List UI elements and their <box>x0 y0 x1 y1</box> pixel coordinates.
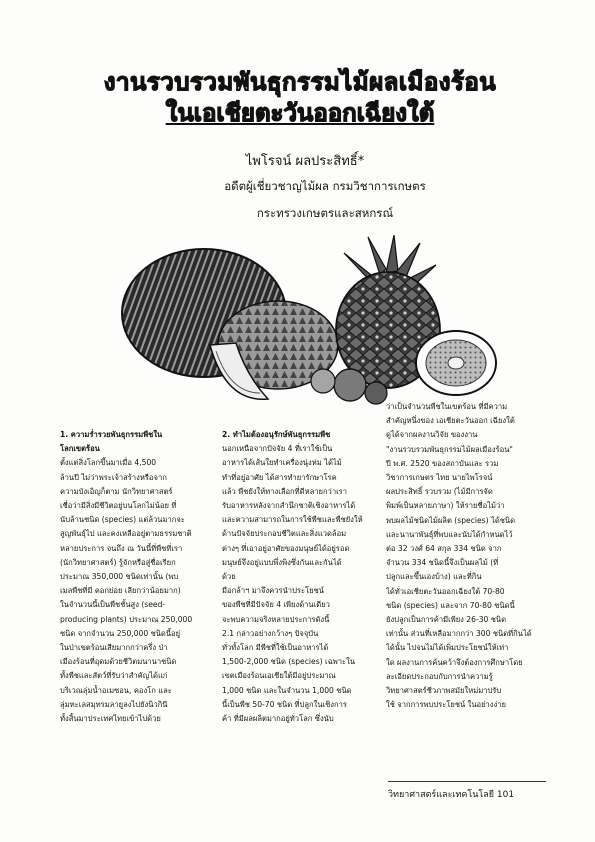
footer-divider <box>388 781 546 782</box>
text-column-2 <box>222 428 372 726</box>
text-line: producing plants) ประมาณ 250,000 <box>60 614 193 624</box>
text-line: แล้ว พืชยังให้ทางเลือกที่ดีหลายกว่าเรา <box>222 486 348 496</box>
text-line: ต่างๆ ที่เอาอยู่อาศัยของมนุษย์ได้อยู่รอด <box>222 543 350 553</box>
text-line: รับอาหารหลังจากสำนึกชาติเชิงอาหารได้ <box>222 501 356 511</box>
text-line: นับล้านชนิด (species) แต่ล้วนมากจะ <box>60 515 185 525</box>
text-line: 2.1 กล่าวอย่างกว้างๆ ปัจจุบัน <box>222 628 319 638</box>
text-line: ของพืชที่มีปัจจัย 4 เพียงด้านเดียว <box>222 600 330 610</box>
text-line: 1,500-2,000 ชนิด (species) เฉพาะใน <box>222 657 356 667</box>
text-line: (นักวิทยาศาสตร์) รู้จักหรือสู่ชื่อเรียก <box>60 557 176 567</box>
author-affiliation-line2: กระทรวงเกษตรและสหกรณ์ <box>256 206 394 220</box>
text-line: ดูได้จากผลงานวิจัย ของงาน <box>386 430 478 440</box>
text-line: ล้านปี ไม่ว่าพระเจ้าสร้างหรือจาก <box>60 472 167 482</box>
text-line: ยังปลูกเป็นการค้ามีเพียง 26-30 ชนิด <box>386 615 507 625</box>
text-line: จะพบความจริงหลายประการดังนี้ <box>222 614 330 624</box>
text-line: หลายประการ จนถึง ณ วันนี้ที่พืชที่เรา <box>60 543 183 553</box>
text-line: ชนิด (species) และจาก 70-80 ชนิดนี้ <box>386 600 515 610</box>
text-line: ผลประสิทธิ์ รวบรวม (ไม้มีการจัด <box>386 487 493 497</box>
text-line: เมลพืชที่มี ดอกย่อย เลียกว่าน้อยมาก) <box>60 586 181 596</box>
text-line: สูญพันธุ์ไป และคงเหลืออยู่ตามธรรมชาติ <box>60 529 192 539</box>
text-line: ได้นั้น ไปจนไม่ได้เพิ่มประโยชน์ให้เท่า <box>386 643 509 653</box>
text-line: วิชาการเกษตร ไทย นายไพโรจน์ <box>386 473 493 483</box>
text-line: ทั้งสิ้นมาประเทศไทยเข้าไปด้วย <box>60 714 161 724</box>
text-line: "งานรวบรวมพันธุกรรมไม้ผลเมืองร้อน" <box>386 444 513 454</box>
text-line: มือกล้าฯ มาจึงควรนำประโยชน์ <box>222 586 324 596</box>
article-title-line1: งานรวบรวมพันธุกรรมไม้ผลเมืองร้อน <box>103 67 497 96</box>
text-line: ด้วย <box>222 572 236 582</box>
text-line: ค้า ที่มีผลผลิตมากอยู่ทั่วโลก ซึ่งนับ <box>222 714 334 724</box>
text-line: ว่าเป็นจำนวนพืชในเขตร้อน ที่มีความ <box>386 402 508 411</box>
text-line: พบผลไม้ชนิดไม้ผลิต (species) ได้ชนิด <box>386 515 516 525</box>
text-line: ลุ่มทะเลสมุทรมลายูลงไปยังนิวกินี <box>60 699 168 709</box>
text-column-3 <box>386 400 546 712</box>
article-title-line2: ในเอเชียตะวันออกเฉียงใต้ <box>165 98 435 127</box>
text-line: วิทยาศาสตร์ชีวภาพสมัยใหม่มาปรับ <box>386 686 502 696</box>
text-line: อาหารได้เส้นใยทำเครื่องนุ่งห่ม ได้ไม้ <box>222 458 342 468</box>
page-footer: วิทยาศาสตร์และเทคโนโลยี 101 <box>388 790 515 800</box>
text-line: สำคัญหนึ่งของ เอเชียตะวันออก เฉียงใต้ <box>386 416 515 426</box>
text-line: ละเอียดประกอบกับการนำความรู้ <box>386 671 493 681</box>
text-line: บริเวณลุ่มน้ำอเมซอน, คองโก และ <box>60 685 172 695</box>
text-line: ด้านปัจจัยประกอบชีวิตและสิ่งแวดล้อม <box>222 529 347 539</box>
author-name: ไพโรจน์ ผลประสิทธิ์* <box>245 154 365 169</box>
text-line: ชนิด จากจำนวน 250,000 ชนิดนี้อยู่ <box>60 628 181 638</box>
section-2-heading: 2. ทำไมต้องอนุรักษ์พันธุกรรมพืช <box>222 430 331 439</box>
text-line: ใช้ จากการพบประโยชน์ ในอย่างง่าย <box>386 700 506 710</box>
text-line: ในจำนวนนี้เป็นพืชชั้นสูง (seed- <box>60 600 166 610</box>
text-line: ในป่าเขตร้อนเสียมากกว่าครึ่ง ป่า <box>60 643 168 653</box>
text-line: และนานาพันธุ์ที่พบและนับได้กำหนดไว้ <box>386 529 513 539</box>
text-line: ทำที่อยู่อาศัย ได้สารทำยารักษาโรค <box>222 472 337 482</box>
text-line: และความสามารถในการใช้พืชและพืชยังให้ <box>222 515 363 525</box>
text-line: มนุษย์จึงอยู่แบบพึ่งพิงซึ่งกันและกันได้ <box>222 557 342 567</box>
text-line: ตั้งแต่สิ่งโลกขึ้นมาเมื่อ 4,500 <box>60 458 157 468</box>
section-1-heading-cont: โลกเขตร้อน <box>60 444 100 454</box>
text-line: ทั้งพืชและสัตว์ที่รับว่าสำคัญได้แก่ <box>60 671 168 681</box>
rambutan <box>334 369 366 401</box>
text-line: เท่านั้น ส่วนที่เหลือมากกว่า 300 ชนิดที่กินได้ <box>386 629 532 639</box>
text-line: เขตเมืองร้อนเอเชียใต้มีอยู่ประมาณ <box>222 671 336 681</box>
text-line: นอกเหนือจากปัจจัย 4 ที่เราใช้เป็น <box>222 444 333 454</box>
text-column-1 <box>60 428 208 726</box>
author-affiliation-line1: อดีตผู้เชี่ยวชาญไม้ผล กรมวิชาการเกษตร <box>224 179 426 193</box>
text-line: เชื่อว่ามีสิ่งมีชีวิตอยู่บนโลกไม่น้อย ที่ <box>60 501 177 511</box>
text-line: ใด ผลงานการค้นคว้าจึงต้องการศึกษาโดย <box>386 657 523 667</box>
text-line: พิมพ์เป็นหลายภาษา) ให้รายชื่อไม้ว่า <box>386 501 505 511</box>
text-line: ความบังเอิญก็ตาม นักวิทยาศาสตร์ <box>60 486 173 496</box>
text-line: ทั่วทั้งโลก มีพืชที่ใช้เป็นอาหารได้ <box>222 643 329 653</box>
text-line: 1,000 ชนิด และในจำนวน 1,000 ชนิด <box>222 685 352 695</box>
text-line: ประมาณ 350,000 ชนิดเท่านั้น (พบ <box>60 572 179 582</box>
text-line: นี้เป็นพืช 50-70 ชนิด ที่ปลูกในเชิงการ <box>222 699 347 709</box>
section-1-heading: 1. ความร่ำรวยพันธุกรรมพืชใน <box>60 430 163 439</box>
text-line: จำนวน 334 ชนิดนี้จึงเป็นผลไม้ (ที่ <box>386 558 499 568</box>
text-line: เมืองร้อนที่อุดมด้วยชีวิตมนานาชนิด <box>60 657 177 667</box>
text-line: ต่อ 32 วงศ์ 64 สกุล 334 ชนิด จาก <box>386 544 502 554</box>
text-line: ปลูกและขึ้นเองบ้าง) และที่กิน <box>386 572 482 582</box>
text-line: ปี พ.ศ. 2520 ของสถาบันและ รวม <box>386 458 499 468</box>
tropical-fruit-illustration <box>118 235 498 405</box>
text-line: ได้ทั่วเอเชียตะวันออกเฉียงใต้ 70-80 <box>386 586 505 596</box>
